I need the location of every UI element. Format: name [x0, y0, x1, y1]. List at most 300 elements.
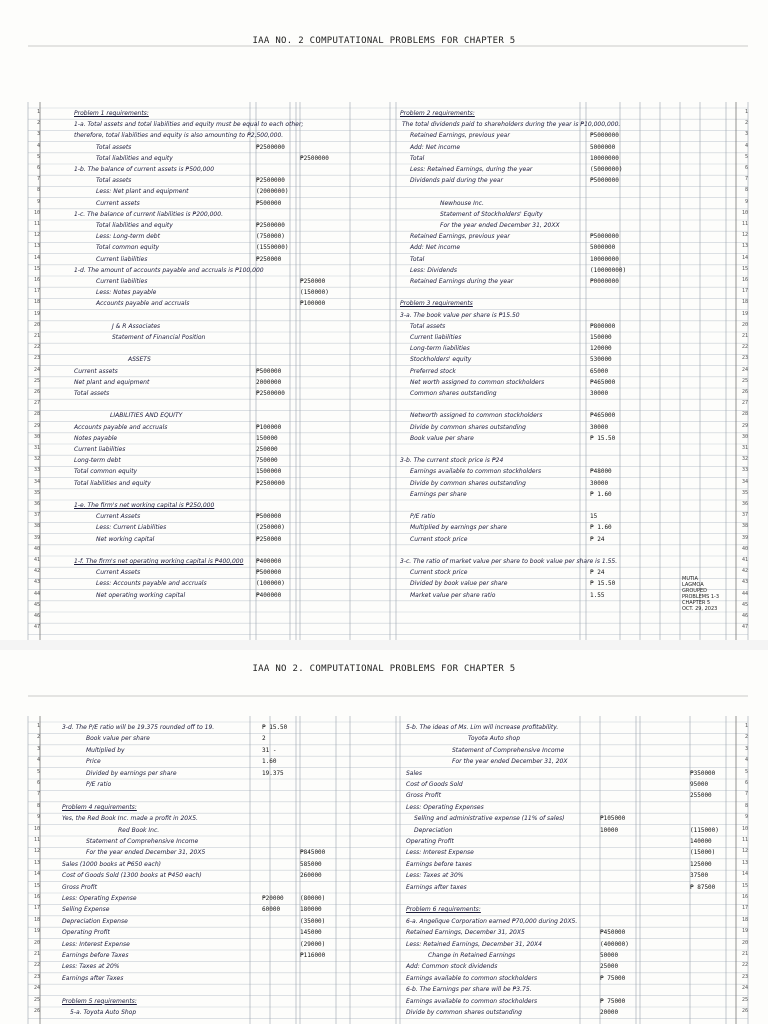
line-item-label: Dividends paid during the year: [410, 177, 503, 185]
row-number: 4: [36, 142, 40, 149]
line-item-label: Current liabilities: [74, 446, 126, 453]
row-number: 18: [33, 916, 40, 923]
amount-cell: ₱2500000: [256, 479, 285, 487]
line-item-label: 1-f. The firm's net operating working capital is ₱400,000: [74, 558, 244, 565]
row-number: 30: [741, 433, 748, 440]
line-item-label: For the year ended December 31, 20XX: [440, 222, 560, 229]
row-number: 8: [36, 187, 40, 194]
row-number: 42: [33, 568, 40, 575]
row-number: 9: [744, 814, 748, 821]
amount-cell: 5000000: [590, 244, 616, 252]
line-item-label: 1-b. The balance of current assets is ₱500,000: [74, 166, 215, 173]
row-number: 11: [33, 221, 40, 227]
line-item-label: Retained Earnings during the year: [410, 278, 514, 285]
amount-cell: (115000): [690, 826, 719, 834]
amount-cell: ₱0000000: [590, 278, 619, 285]
signature-note: OCT. 29, 2023: [682, 606, 718, 612]
row-number: 21: [741, 333, 748, 339]
line-item-label: 3-c. The ratio of market value per share to book value per share is 1.55.: [400, 558, 618, 565]
line-item-label: Current assets: [74, 367, 118, 375]
row-number: 22: [741, 344, 748, 351]
row-number: 26: [741, 1008, 748, 1014]
row-number: 20: [33, 321, 40, 328]
amount-cell: ₱400000: [256, 591, 282, 599]
row-number: 5: [744, 153, 748, 160]
row-number: 10: [33, 209, 40, 216]
amount-cell: ₱500000: [256, 367, 282, 375]
row-number: 15: [741, 882, 748, 889]
amount-cell: 125000: [690, 860, 712, 868]
amount-cell: (2000000): [256, 188, 289, 196]
line-item-label: Total liabilities and equity: [96, 222, 173, 229]
row-number: 10: [741, 825, 748, 832]
amount-cell: 30000: [590, 423, 609, 431]
amount-cell: (15000): [690, 849, 716, 857]
row-number: 31: [33, 445, 40, 451]
line-item-label: Toyota Auto shop: [468, 735, 520, 743]
line-item-label: Current assets: [96, 199, 140, 207]
row-number: 8: [36, 802, 40, 809]
row-number: 17: [33, 905, 40, 912]
row-number: 7: [36, 176, 40, 183]
amount-cell: ₱ 15.50: [262, 724, 288, 731]
line-item-label: Total assets: [96, 143, 132, 151]
line-item-label: Earnings before Taxes: [62, 952, 129, 959]
row-number: 18: [741, 299, 748, 306]
row-number: 27: [33, 400, 40, 407]
row-number: 12: [741, 232, 748, 239]
row-number: 38: [33, 523, 40, 530]
row-number: 21: [741, 951, 748, 957]
row-number: 1: [744, 723, 748, 729]
amount-cell: ₱250000: [256, 535, 282, 543]
amount-cell: 15: [590, 513, 598, 521]
page-title: IAA NO. 2 COMPUTATIONAL PROBLEMS FOR CHAPTER 5: [252, 36, 516, 46]
row-number: 17: [741, 905, 748, 912]
line-item-label: Less: Notes payable: [96, 289, 157, 297]
line-item-label: 5-b. The ideas of Ms. Lim will increase profitability.: [406, 724, 559, 731]
row-number: 21: [33, 951, 40, 957]
row-number: 4: [36, 757, 40, 764]
line-item-label: Statement of Comprehensive Income: [452, 746, 565, 754]
row-number: 42: [741, 568, 748, 575]
line-item-label: Total assets: [410, 322, 446, 330]
row-number: 32: [741, 456, 748, 463]
line-item-label: Depreciation Expense: [62, 917, 128, 925]
line-item-label: Problem 4 requirements:: [62, 803, 137, 811]
row-number: 15: [33, 265, 40, 272]
line-item-label: Current stock price: [410, 569, 468, 577]
line-item-label: Red Book Inc.: [118, 826, 160, 834]
row-number: 40: [741, 545, 748, 552]
row-number: 25: [33, 996, 40, 1003]
line-item-label: Earnings available to common stockholders: [406, 997, 538, 1005]
amount-cell: ₱500000: [256, 569, 282, 577]
row-number: 30: [33, 433, 40, 440]
row-number: 37: [741, 512, 748, 519]
line-item-label: Earnings after Taxes: [62, 974, 124, 982]
row-number: 22: [741, 962, 748, 969]
amount-cell: ₱ 87500: [690, 883, 716, 891]
line-item-label: Newhouse Inc.: [440, 199, 484, 207]
amount-cell: 10000: [600, 826, 619, 834]
row-number: 6: [36, 780, 40, 786]
row-number: 7: [36, 791, 40, 798]
amount-cell: ₱845000: [300, 849, 326, 857]
row-number: 23: [741, 973, 748, 980]
line-item-label: 1-c. The balance of current liabilities is ₱200,000.: [74, 210, 223, 218]
line-item-label: Less: Retained Earnings, during the year: [410, 166, 533, 173]
amount-cell: ₱ 24: [590, 569, 605, 577]
row-number: 43: [33, 579, 40, 586]
row-number: 44: [741, 590, 748, 597]
row-number: 31: [741, 445, 748, 451]
amount-cell: ₱ 15.50: [590, 580, 616, 588]
row-number: 43: [741, 579, 748, 586]
line-item-label: Net worth assigned to common stockholders: [410, 378, 545, 386]
line-item-label: For the year ended December 31, 20X5: [86, 849, 206, 857]
row-number: 19: [33, 310, 40, 317]
row-number: 6: [36, 165, 40, 171]
line-item-label: Less: Operating Expense: [62, 895, 137, 902]
line-item-label: Current liabilities: [410, 334, 462, 341]
row-number: 26: [33, 1008, 40, 1014]
line-item-label: Add: Net income: [410, 244, 461, 252]
row-number: 14: [33, 254, 40, 261]
row-number: 14: [741, 254, 748, 261]
row-number: 22: [33, 962, 40, 969]
row-number: 8: [744, 187, 748, 194]
row-number: 47: [33, 624, 40, 631]
amount-cell: ₱2500000: [256, 177, 285, 185]
row-number: 8: [744, 802, 748, 809]
amount-cell: 255000: [690, 792, 712, 800]
amount-cell: ₱20000: [262, 895, 284, 902]
row-number: 29: [741, 422, 748, 429]
row-number: 27: [741, 400, 748, 407]
line-item-label: Less: Long-term debt: [96, 233, 160, 241]
amount-cell: (5000000): [590, 166, 623, 173]
amount-cell: ₱5000000: [590, 132, 619, 140]
row-number: 2: [744, 120, 748, 127]
line-item-label: Total common equity: [74, 468, 138, 476]
line-item-label: Long-term liabilities: [410, 345, 470, 353]
line-item-label: Divide by common shares outstanding: [410, 423, 526, 431]
amount-cell: (750000): [256, 233, 285, 241]
line-item-label: Retained Earnings, previous year: [410, 132, 510, 140]
line-item-label: Statement of Stockholders' Equity: [440, 210, 543, 218]
line-item-label: Problem 1 requirements:: [74, 110, 149, 117]
amount-cell: 25000: [600, 963, 619, 971]
line-item-label: Less: Taxes at 20%: [62, 963, 120, 971]
line-item-label: Divide by common shares outstanding: [410, 479, 526, 487]
amount-cell: ₱ 75000: [600, 974, 626, 982]
row-number: 24: [33, 985, 40, 992]
line-item-label: Current liabilities: [96, 278, 148, 285]
signature-note: PROBLEMS 1-3: [682, 594, 720, 600]
line-item-label: Earnings available to common stockholders: [410, 468, 542, 476]
row-number: 45: [741, 601, 748, 608]
amount-cell: ₱ 24: [590, 535, 605, 543]
row-number: 35: [741, 489, 748, 496]
row-number: 24: [741, 985, 748, 992]
line-item-label: Depreciation: [414, 826, 453, 834]
row-number: 16: [33, 894, 40, 900]
line-item-label: The total dividends paid to shareholders during the year is ₱10,000,000.: [402, 121, 621, 129]
amount-cell: 30000: [590, 479, 609, 487]
row-number: 10: [33, 825, 40, 832]
line-item-label: Divide by common shares outstanding: [406, 1009, 522, 1016]
row-number: 41: [33, 557, 40, 563]
line-item-label: Multiplied by earnings per share: [410, 524, 508, 532]
amount-cell: 180000: [300, 906, 322, 914]
amount-cell: ₱48000: [590, 468, 612, 476]
row-number: 9: [36, 198, 40, 205]
row-number: 39: [33, 534, 40, 541]
row-number: 26: [741, 389, 748, 395]
line-item-label: Net plant and equipment: [74, 378, 150, 386]
amount-cell: (100000): [256, 580, 285, 588]
line-item-label: Cost of Goods Sold (1300 books at ₱450 each): [62, 872, 202, 880]
line-item-label: Current stock price: [410, 535, 468, 543]
amount-cell: ₱350000: [690, 769, 716, 777]
row-number: 45: [33, 601, 40, 608]
row-number: 40: [33, 545, 40, 552]
row-number: 19: [741, 310, 748, 317]
row-number: 13: [33, 243, 40, 250]
line-item-label: Sales (1000 books at ₱650 each): [62, 860, 161, 868]
row-number: 37: [33, 512, 40, 519]
row-number: 25: [741, 377, 748, 384]
amount-cell: ₱500000: [256, 199, 282, 207]
row-number: 16: [741, 894, 748, 900]
row-number: 11: [741, 221, 748, 227]
amount-cell: 260000: [300, 872, 322, 880]
line-item-label: Divided by earnings per share: [86, 769, 177, 777]
worksheet-page-2: [0, 650, 768, 1024]
line-item-label: Total assets: [96, 177, 132, 185]
amount-cell: ₱2500000: [256, 143, 285, 151]
row-number: 24: [741, 366, 748, 373]
amount-cell: ₱ 1.60: [590, 490, 612, 498]
line-item-label: Problem 6 requirements:: [406, 906, 481, 914]
row-number: 12: [741, 848, 748, 855]
line-item-label: Gross Profit: [406, 792, 441, 800]
row-number: 34: [33, 478, 40, 485]
amount-cell: 1.60: [262, 758, 277, 766]
row-number: 33: [33, 467, 40, 474]
amount-cell: 750000: [256, 457, 278, 465]
amount-cell: (250000): [256, 524, 285, 532]
page-separator: [0, 640, 768, 650]
line-item-label: Price: [86, 758, 101, 766]
line-item-label: J & R Associates: [112, 322, 161, 330]
line-item-label: 1-d. The amount of accounts payable and accruals is ₱100,000: [74, 266, 264, 274]
line-item-label: Less: Net plant and equipment: [96, 188, 189, 196]
amount-cell: ₱250000: [300, 278, 326, 285]
line-item-label: Problem 3 requirements: [400, 300, 473, 308]
line-item-label: Selling Expense: [62, 906, 110, 914]
amount-cell: 19.375: [262, 769, 284, 777]
line-item-label: Gross Profit: [62, 883, 97, 891]
amount-cell: 37500: [690, 872, 709, 880]
line-item-label: Earnings before taxes: [406, 860, 472, 868]
line-item-label: Change in Retained Earnings: [428, 952, 516, 959]
line-item-label: Notes payable: [74, 434, 118, 442]
line-item-label: Current liabilities: [96, 255, 148, 263]
line-item-label: Less: Taxes at 30%: [406, 872, 464, 880]
row-number: 25: [33, 377, 40, 384]
line-item-label: Earnings available to common stockholders: [406, 974, 538, 982]
line-item-label: For the year ended December 31, 20X: [452, 758, 568, 766]
amount-cell: 145000: [300, 929, 322, 937]
amount-cell: ₱465000: [590, 412, 616, 420]
line-item-label: Total assets: [74, 390, 110, 397]
amount-cell: ₱5000000: [590, 233, 619, 241]
row-number: 15: [741, 265, 748, 272]
line-item-label: LIABILITIES AND EQUITY: [110, 412, 183, 420]
amount-cell: 585000: [300, 860, 322, 868]
row-number: 13: [33, 859, 40, 866]
row-number: 14: [741, 871, 748, 878]
row-number: 3: [36, 745, 40, 752]
amount-cell: ₱2500000: [256, 390, 285, 397]
line-item-label: Retained Earnings, December 31, 20X5: [406, 929, 525, 937]
line-item-label: Add: Common stock dividends: [406, 963, 498, 971]
amount-cell: ₱ 15.50: [590, 434, 616, 442]
row-number: 17: [741, 288, 748, 295]
row-number: 23: [33, 355, 40, 362]
page-title: IAA NO 2. COMPUTATIONAL PROBLEMS FOR CHAPTER 5: [252, 664, 516, 674]
line-item-label: Problem 2 requirements:: [400, 110, 475, 117]
row-number: 1: [36, 723, 40, 729]
row-number: 25: [741, 996, 748, 1003]
line-item-label: Less: Operating Expenses: [406, 803, 484, 811]
row-number: 2: [744, 734, 748, 741]
amount-cell: (10000000): [590, 266, 627, 274]
line-item-label: Selling and administrative expense (11% of sales): [414, 815, 565, 823]
row-number: 32: [33, 456, 40, 463]
row-number: 28: [741, 411, 748, 418]
line-item-label: Operating Profit: [62, 929, 110, 937]
row-number: 5: [744, 768, 748, 775]
line-item-label: Total liabilities and equity: [96, 154, 173, 162]
line-item-label: Multiplied by: [86, 746, 125, 754]
row-number: 47: [741, 624, 748, 631]
row-number: 22: [33, 344, 40, 351]
amount-cell: ₱250000: [256, 255, 282, 263]
amount-cell: 140000: [690, 838, 712, 845]
row-number: 46: [33, 613, 40, 619]
amount-cell: 1.55: [590, 591, 605, 599]
line-item-label: Current Assets: [96, 569, 141, 577]
row-number: 4: [744, 757, 748, 764]
row-number: 7: [744, 791, 748, 798]
amount-cell: ₱5000000: [590, 177, 619, 185]
row-number: 33: [741, 467, 748, 474]
amount-cell: ₱500000: [256, 513, 282, 521]
row-number: 6: [744, 165, 748, 171]
line-item-label: 3-d. The P/E ratio will be 19.375 rounded off to 19.: [62, 724, 215, 731]
amount-cell: 2: [262, 735, 266, 743]
line-item-label: Statement of Comprehensive Income: [86, 838, 199, 845]
line-item-label: Less: Interest Expense: [406, 849, 474, 857]
row-number: 6: [744, 780, 748, 786]
amount-cell: ₱465000: [590, 378, 616, 386]
line-item-label: Total: [410, 154, 425, 162]
row-number: 12: [33, 848, 40, 855]
line-item-label: 1-a. Total assets and total liabilities and equity must be equal to each other;: [74, 121, 304, 129]
line-item-label: Market value per share ratio: [410, 591, 496, 599]
line-item-label: Cost of Goods Sold: [406, 781, 463, 788]
line-item-label: 6-a. Angelique Corporation earned ₱70,000 during 20X5.: [406, 917, 578, 925]
amount-cell: 95000: [690, 781, 709, 788]
line-item-label: Yes, the Red Book Inc. made a profit in 20X5.: [62, 815, 198, 823]
row-number: 19: [741, 928, 748, 935]
row-number: 46: [741, 613, 748, 619]
amount-cell: ₱800000: [590, 322, 616, 330]
row-number: 12: [33, 232, 40, 239]
row-number: 4: [744, 142, 748, 149]
line-item-label: P/E ratio: [86, 781, 112, 788]
line-item-label: Sales: [406, 769, 422, 777]
line-item-label: Operating Profit: [406, 838, 454, 845]
line-item-label: Problem 5 requirements:: [62, 997, 137, 1005]
row-number: 9: [744, 198, 748, 205]
row-number: 20: [33, 939, 40, 946]
signature-note: MUTIA: [682, 576, 698, 582]
line-item-label: Less: Accounts payable and accruals: [96, 580, 207, 588]
line-item-label: Total: [410, 255, 425, 263]
line-item-label: Less: Current Liabilities: [96, 524, 167, 532]
line-item-label: Networth assigned to common stockholders: [410, 412, 543, 420]
row-number: 10: [741, 209, 748, 216]
row-number: 15: [33, 882, 40, 889]
amount-cell: ₱100000: [300, 300, 326, 308]
row-number: 14: [33, 871, 40, 878]
row-number: 18: [741, 916, 748, 923]
amount-cell: (35000): [300, 917, 326, 925]
amount-cell: 1500000: [256, 468, 282, 476]
row-number: 1: [36, 109, 40, 115]
amount-cell: ₱ 75000: [600, 997, 626, 1005]
row-number: 39: [741, 534, 748, 541]
row-number: 16: [33, 277, 40, 283]
row-number: 38: [741, 523, 748, 530]
line-item-label: Earnings after taxes: [406, 883, 467, 891]
amount-cell: 150000: [590, 334, 612, 341]
amount-cell: (150000): [300, 289, 329, 297]
row-number: 2: [36, 120, 40, 127]
line-item-label: Long-term debt: [74, 457, 121, 465]
line-item-label: Statement of Financial Position: [112, 334, 206, 341]
line-item-label: Less: Interest Expense: [62, 940, 130, 948]
amount-cell: (1550000): [256, 244, 289, 252]
amount-cell: 10000000: [590, 154, 619, 162]
amount-cell: ₱2500000: [300, 154, 329, 162]
line-item-label: P/E ratio: [410, 513, 436, 521]
row-number: 11: [741, 837, 748, 843]
amount-cell: (400000): [600, 940, 629, 948]
line-item-label: Net working capital: [96, 535, 155, 543]
line-item-label: Common shares outstanding: [410, 390, 497, 397]
amount-cell: 20000: [600, 1009, 619, 1016]
line-item-label: Stockholders' equity: [410, 356, 472, 364]
row-number: 3: [36, 131, 40, 138]
line-item-label: Current Assets: [96, 513, 141, 521]
row-number: 34: [741, 478, 748, 485]
row-number: 3: [744, 745, 748, 752]
